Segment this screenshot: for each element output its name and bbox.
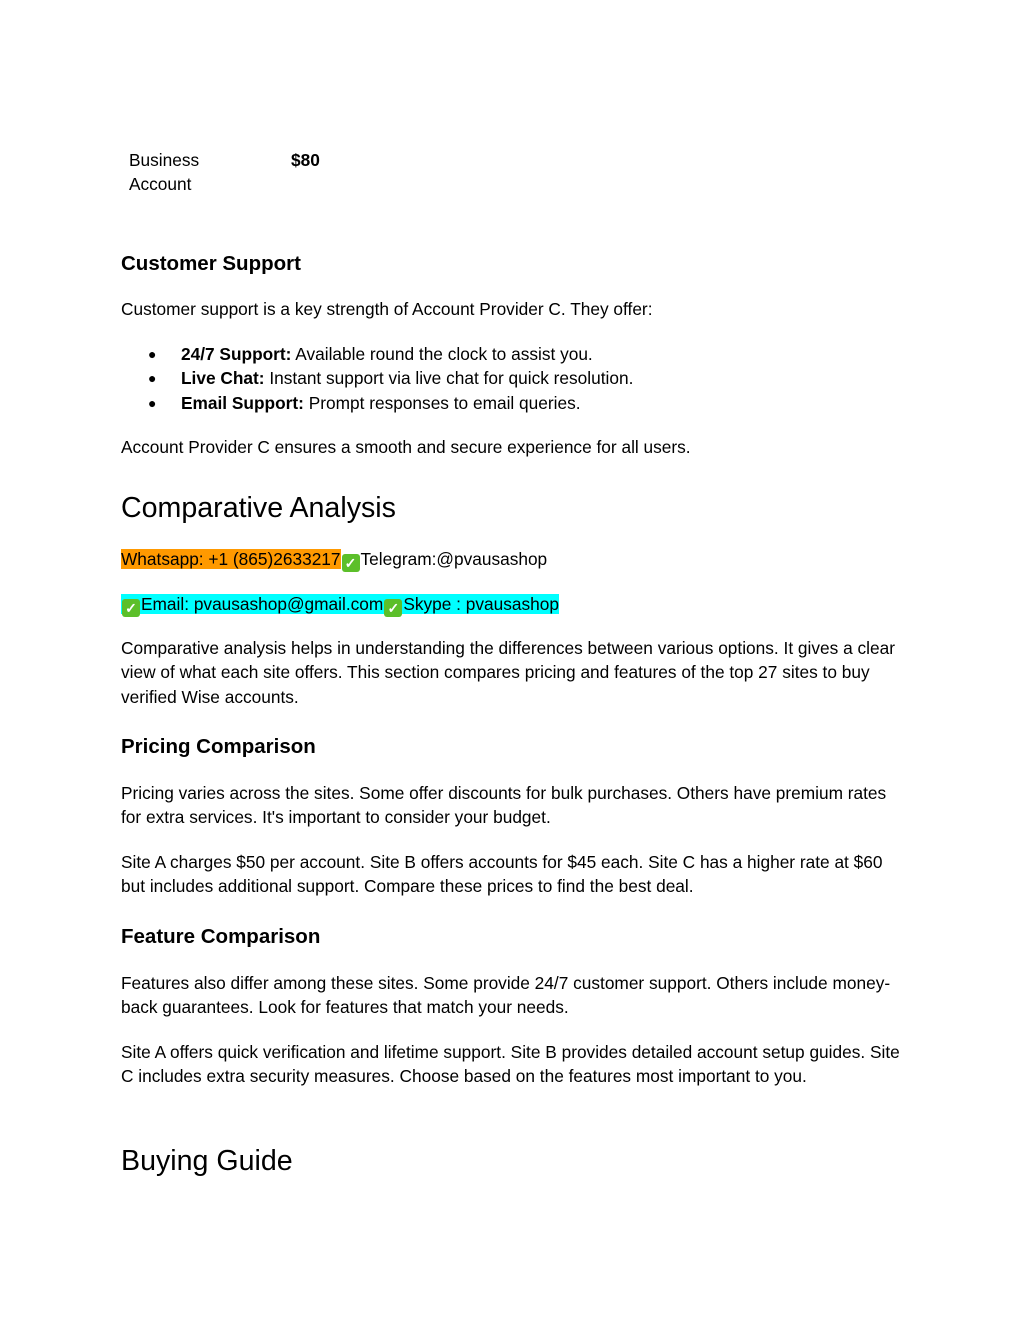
pricing-paragraph-2: Site A charges $50 per account. Site B offers accounts for $45 each. Site C has a higher rate at $60 but includes additional support. Compare these prices to find the best deal.: [121, 852, 883, 897]
feature-comparison-heading: Feature Comparison: [121, 925, 321, 948]
support-list: [148, 342, 908, 415]
telegram-contact[interactable]: Telegram:@pvausashop: [360, 549, 548, 569]
buying-guide-heading: Buying Guide: [121, 1145, 293, 1177]
list-item-text: Instant support via live chat for quick resolution.: [264, 368, 634, 389]
check-mark-icon: ✓: [122, 599, 140, 617]
list-item-text: Available round the clock to assist you.: [291, 344, 593, 364]
feature-paragraph-1: Features also differ among these sites. Some provide 24/7 customer support. Others include money-back guarantees. Look for features that match your needs.: [121, 973, 891, 1018]
feature-paragraph-2: Site A offers quick verification and lifetime support. Site B provides detailed account setup guides. Site C includes extra security measures. Choose based on the features most important to you.: [121, 1042, 900, 1087]
list-item-bold: Email Support:: [181, 392, 304, 413]
list-item: [148, 366, 908, 390]
list-item: [148, 342, 908, 366]
comparative-analysis-heading: Comparative Analysis: [121, 492, 396, 524]
bullet-icon: ●: [148, 346, 157, 362]
table-cell-label-line1: Business: [129, 150, 200, 170]
bullet-icon: ●: [148, 370, 157, 387]
pricing-comparison-heading: Pricing Comparison: [121, 735, 316, 758]
pricing-paragraph-1: Pricing varies across the sites. Some offer discounts for bulk purchases. Others have premium rates for extra services. It's important to consider your budget.: [121, 783, 887, 828]
contact-line-1: [121, 547, 547, 572]
customer-support-outro: Account Provider C ensures a smooth and secure experience for all users.: [121, 437, 691, 457]
list-item-text: Prompt responses to email queries.: [303, 392, 581, 413]
list-item: [148, 391, 908, 415]
contact-highlight-cyan: [121, 594, 559, 614]
bullet-icon: ●: [148, 394, 157, 411]
whatsapp-contact[interactable]: Whatsapp: +1 (865)2633217: [121, 549, 341, 569]
comparative-intro: Comparative analysis helps in understanding the differences between various options. It gives a clear view of what each site offers. This section compares pricing and features of the top 27 sites to buy verified Wise accounts.: [121, 638, 895, 707]
table-cell-label: [129, 148, 279, 197]
check-mark-icon: ✓: [384, 599, 402, 617]
table-cell-price: $80: [291, 150, 320, 170]
table-cell-label-line2: Account: [129, 174, 192, 195]
contact-line-2: [121, 592, 559, 617]
customer-support-heading: Customer Support: [121, 252, 301, 275]
check-mark-icon: ✓: [342, 554, 360, 572]
skype-contact[interactable]: Skype : pvausashop: [403, 594, 559, 614]
email-contact[interactable]: Email: pvausashop@gmail.com: [141, 594, 384, 614]
customer-support-intro: Customer support is a key strength of Account Provider C. They offer:: [121, 299, 653, 319]
list-item-bold: 24/7 Support:: [181, 344, 292, 364]
list-item-bold: Live Chat:: [181, 368, 265, 389]
